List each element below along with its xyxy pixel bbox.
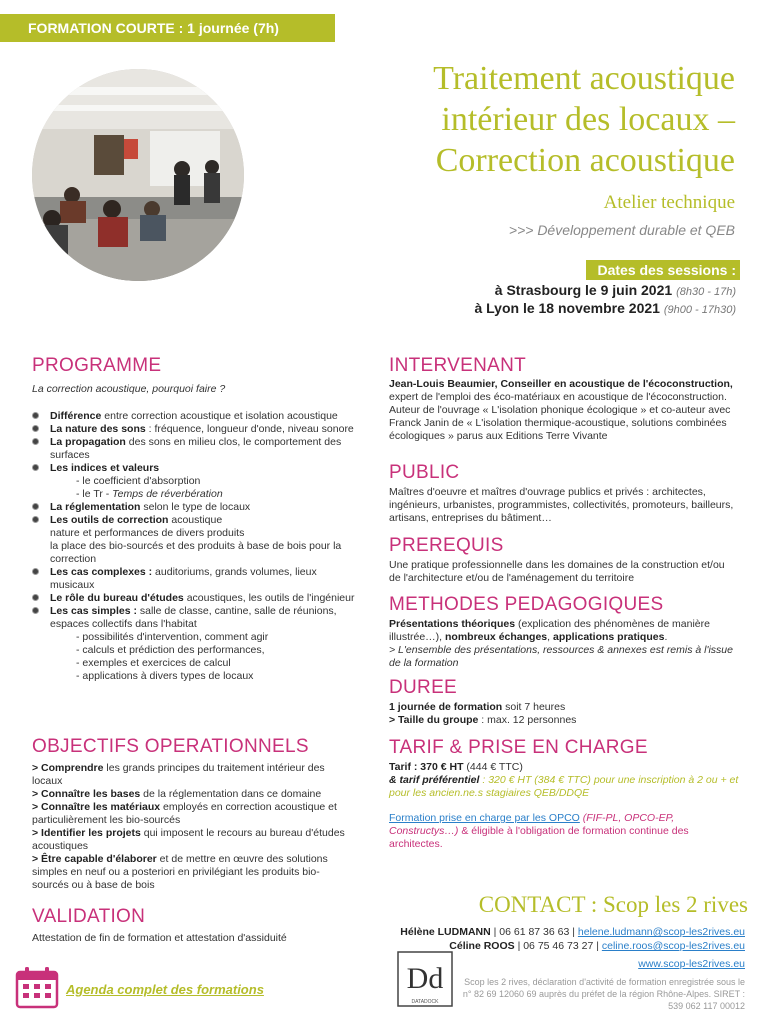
prerequis-heading: PREREQUIS bbox=[389, 535, 504, 556]
list-item: Les indices et valeurs - le coefficient d'absorption - le Tr - Temps de réverbération bbox=[32, 462, 362, 501]
legal-notice: Scop les 2 rives, déclaration d'activité de formation enregistrée sous le n° 82 69 12060 69 auprès du préfet de la région Rhône-Alpes. SIRET : 539 062 117 00012 bbox=[462, 977, 745, 1011]
bullet-icon bbox=[32, 464, 39, 471]
validation-heading: VALIDATION bbox=[32, 906, 146, 927]
public-heading: PUBLIC bbox=[389, 462, 460, 483]
bullet-icon bbox=[32, 425, 39, 432]
tarif-text: Tarif : 370 € HT (444 € TTC) & tarif préférentiel : 320 € HT (384 € TTC) pour une inscription à 2 ou + et pour les ancien.ne.s stagiaires QEB/DDQE Formation prise en charge par les OPCO (FIF-PL, OPCO-EP, Constructys…) & éligible à l'obligation de formation continue des architectes. bbox=[389, 761, 739, 850]
list-item: Le rôle du bureau d'études acoustiques, les outils de l'ingénieur bbox=[32, 592, 362, 605]
email-link[interactable]: celine.roos@scop-les2rives.eu bbox=[601, 940, 745, 952]
title-line: Traitement acoustique bbox=[433, 60, 735, 97]
training-duration-banner: FORMATION COURTE : 1 journée (7h) bbox=[0, 14, 335, 42]
bullet-icon bbox=[32, 607, 39, 614]
sub-item: - le Tr - Temps de réverbération bbox=[76, 488, 223, 500]
website-link[interactable]: www.scop-les2rives.eu bbox=[638, 958, 745, 970]
sub-item: - possibilités d'intervention, comment agir bbox=[76, 631, 269, 643]
sub-item: la place des bio-sourcés et des produits à base de bois pour la correction bbox=[50, 540, 342, 565]
training-category: >>> Développement durable et QEB bbox=[508, 222, 735, 238]
validation-text: Attestation de fin de formation et attestation d'assiduité bbox=[32, 932, 287, 944]
intervenant-text: Jean-Louis Beaumier, Conseiller en acoustique de l'écoconstruction, expert de l'emploi des éco-matériaux en acoustique de l'écoconstruction. Auteur de l'ouvrage « L'isolation phonique écologique » et co-auteur avec Franck Janin de « L'isolation thermique-acoustique, solutions combinées écologiques » parus aux Editions Terre Vivante bbox=[389, 378, 733, 442]
contact-heading: CONTACT : Scop les 2 rives bbox=[478, 892, 748, 917]
list-item: > Identifier les projets qui imposent le recours au bureau d'études acoustiques bbox=[32, 827, 345, 852]
sub-item: - applications à divers types de locaux bbox=[76, 670, 254, 682]
session-date: à Strasbourg le 9 juin 2021 (8h30 - 17h) bbox=[494, 282, 736, 298]
list-item: La propagation des sons en milieu clos, le comportement des surfaces bbox=[32, 436, 362, 462]
calendar-icon bbox=[14, 966, 60, 1010]
intervenant-heading: INTERVENANT bbox=[389, 355, 527, 376]
sub-item: - calculs et prédiction des performances, bbox=[76, 644, 265, 656]
training-subtitle: Atelier technique bbox=[603, 192, 735, 213]
datadock-logo bbox=[396, 950, 458, 1014]
list-item: La réglementation selon le type de locaux bbox=[32, 501, 362, 514]
session-date: à Lyon le 18 novembre 2021 (9h00 - 17h30) bbox=[474, 300, 736, 316]
methodes-note: > L'ensemble des présentations, ressources & annexes est remis à l'issue de la formation bbox=[389, 644, 733, 669]
list-item: Les cas complexes : auditoriums, grands volumes, lieux musicaux bbox=[32, 566, 362, 592]
tarif-heading: TARIF & PRISE EN CHARGE bbox=[389, 737, 648, 758]
list-item: > Être capable d'élaborer et de mettre en œuvre des solutions simples en neuf ou a posteriori en privilégiant les produits bio-sourcés ou à base de bois bbox=[32, 853, 328, 891]
programme-list bbox=[32, 410, 362, 683]
prerequis-text: Une pratique professionnelle dans les domaines de la construction et/ou de l'architecture et/ou de l'aménagement du territoire bbox=[389, 559, 725, 584]
svg-text:Dd: Dd bbox=[406, 962, 444, 995]
dates-label: Dates des sessions : bbox=[586, 260, 740, 280]
bullet-icon bbox=[32, 503, 39, 510]
sub-item: - le coefficient d'absorption bbox=[76, 475, 201, 487]
list-item: Les outils de correction acoustique nature et performances de divers produits la place des bio-sourcés et des produits à base de bois pour la correction bbox=[32, 514, 362, 566]
duree-text: 1 journée de formation soit 7 heures > Taille du groupe : max. 12 personnes bbox=[389, 701, 577, 726]
list-item: > Comprendre les grands principes du traitement intérieur des locaux bbox=[32, 762, 325, 787]
bullet-icon bbox=[32, 568, 39, 575]
list-item: La nature des sons : fréquence, longueur d'onde, niveau sonore bbox=[32, 423, 362, 436]
workshop-photo bbox=[32, 69, 244, 281]
bullet-icon bbox=[32, 516, 39, 523]
training-title bbox=[340, 58, 735, 181]
methodes-text: Présentations théoriques (explication des phénomènes de manière illustrée…), nombreux échanges, applications pratiques. > L'ensemble des présentations, ressources & annexes est remis à l'issue de la formation bbox=[389, 618, 733, 669]
contact-person: Hélène LUDMANN | 06 61 87 36 63 | helene.ludmann@scop-les2rives.eu bbox=[400, 926, 745, 938]
list-item: Différence entre correction acoustique et isolation acoustique bbox=[32, 410, 362, 423]
programme-intro: La correction acoustique, pourquoi faire ? bbox=[32, 383, 226, 395]
bullet-icon bbox=[32, 438, 39, 445]
email-link[interactable]: helene.ludmann@scop-les2rives.eu bbox=[577, 926, 745, 938]
sub-item: nature et performances de divers produits bbox=[50, 527, 245, 539]
list-item: > Connaître les bases de la réglementation dans ce domaine bbox=[32, 788, 322, 800]
objectifs-list bbox=[32, 762, 350, 892]
title-line: Correction acoustique bbox=[435, 142, 735, 179]
programme-heading: PROGRAMME bbox=[32, 355, 162, 376]
sub-item: - exemples et exercices de calcul bbox=[76, 657, 231, 669]
list-item: Les cas simples : salle de classe, cantine, salle de réunions, espaces collectifs dans l'habitat - possibilités d'intervention, comment agir - calculs et prédiction des performances, - exemples et exercices de calcul - applications à divers types de locaux bbox=[32, 605, 362, 683]
contact-person: Céline ROOS | 06 75 46 73 27 | celine.roos@scop-les2rives.eu bbox=[449, 940, 745, 952]
list-item: > Connaître les matériaux employés en correction acoustique et particulièrement les bio-sourcés bbox=[32, 801, 337, 826]
title-line: intérieur des locaux – bbox=[441, 101, 735, 138]
bullet-icon bbox=[32, 594, 39, 601]
logo-text: DATADOCK bbox=[411, 999, 439, 1005]
public-text: Maîtres d'oeuvre et maîtres d'ouvrage publics et privés : architectes, ingénieurs, urbanistes, programmistes, collectivités, promoteurs, bailleurs, artisans, entreprises du bâtiment… bbox=[389, 486, 734, 524]
opco-link[interactable]: Formation prise en charge par les OPCO bbox=[389, 812, 580, 824]
bullet-icon bbox=[32, 412, 39, 419]
objectifs-heading: OBJECTIFS OPERATIONNELS bbox=[32, 736, 309, 757]
agenda-link[interactable]: Agenda complet des formations bbox=[66, 982, 264, 997]
duree-heading: DUREE bbox=[389, 677, 458, 698]
methodes-heading: METHODES PEDAGOGIQUES bbox=[389, 594, 664, 615]
